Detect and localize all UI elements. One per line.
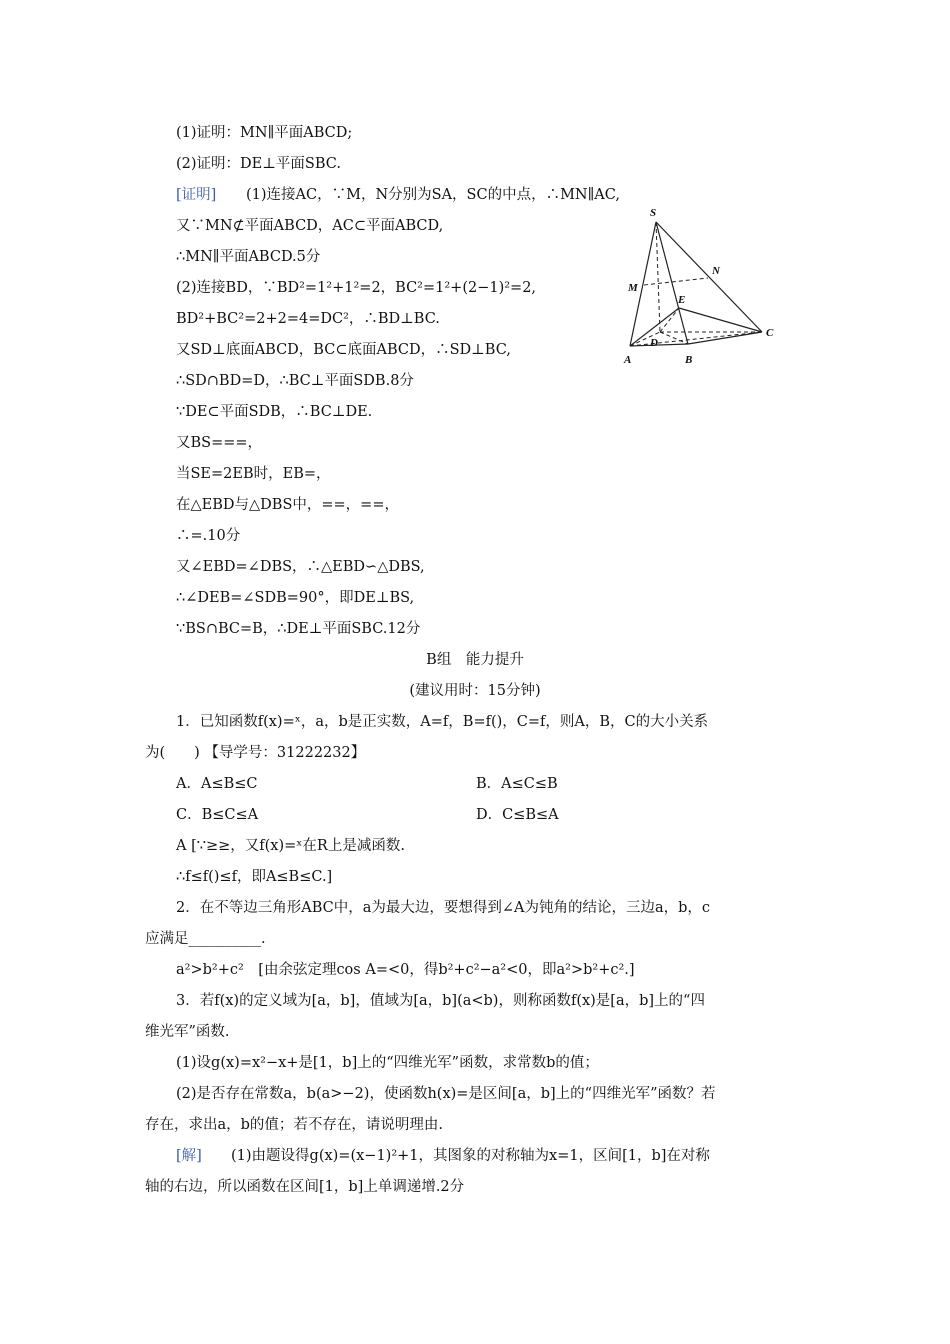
text-line: BD²+BC²=2+2=4=DC²，∴BD⊥BC. bbox=[176, 311, 440, 327]
text-line: ∴f≤f()≤f，即A≤B≤C.] bbox=[176, 869, 333, 885]
text-line: 1．已知函数f(x)=ˣ，a，b是正实数，A=f，B=f()，C=f，则A，B，C的大小关系 bbox=[176, 714, 709, 730]
section-subheading: (建议用时：15分钟) bbox=[409, 683, 541, 699]
text-line: 轴的右边，所以函数在区间[1，b]上单调递增.2分 bbox=[145, 1179, 465, 1195]
text-line: 又∵MN⊄平面ABCD，AC⊂平面ABCD, bbox=[176, 218, 444, 234]
label-N: N bbox=[712, 265, 720, 277]
proof-tag: [证明] bbox=[176, 187, 217, 203]
text-line: 应满足__________. bbox=[145, 931, 266, 947]
text-line: (2)证明：DE⊥平面SBC. bbox=[176, 156, 341, 172]
label-A: A bbox=[624, 354, 632, 366]
label-B: B bbox=[685, 354, 693, 366]
text-line: (2)是否存在常数a，b(a>−2)，使函数h(x)=是区间[a，b]上的“四维光军”函数？若 bbox=[176, 1086, 716, 1102]
text-line: ∴∠DEB=∠SDB=90°，即DE⊥BS, bbox=[176, 590, 415, 606]
text-line: 又SD⊥底面ABCD，BC⊂底面ABCD，∴SD⊥BC, bbox=[176, 342, 511, 358]
text-line: 又∠EBD=∠DBS，∴△EBD∽△DBS, bbox=[176, 559, 425, 575]
label-D: D bbox=[650, 337, 658, 349]
text-line: 3．若f(x)的定义域为[a，b]，值域为[a，b](a<b)，则称函数f(x)是[a，b]上的“四 bbox=[176, 993, 705, 1009]
text-line: 存在，求出a，b的值；若不存在，请说明理由. bbox=[145, 1117, 444, 1133]
text-line: ∵DE⊂平面SDB，∴BC⊥DE. bbox=[176, 404, 373, 420]
edge-SC bbox=[656, 222, 762, 332]
segment-EC bbox=[679, 308, 762, 332]
pyramid-figure bbox=[612, 200, 792, 370]
text-line: 在△EBD与△DBS中，==，==， bbox=[176, 497, 399, 513]
label-M: M bbox=[628, 282, 638, 294]
text-line: (1)证明：MN∥平面ABCD; bbox=[176, 125, 353, 141]
text-line: ∵BS∩BC=B，∴DE⊥平面SBC.12分 bbox=[176, 621, 421, 637]
segment-MN bbox=[644, 278, 708, 285]
text-line: (1)连接AC，∵M，N分别为SA，SC的中点，∴MN∥AC, bbox=[246, 187, 620, 203]
solution-tag: [解] bbox=[176, 1148, 202, 1164]
text-line: ∴MN∥平面ABCD.5分 bbox=[176, 249, 321, 265]
edge-BC bbox=[688, 332, 762, 344]
text-line: (1)设g(x)=x²−x+是[1，b]上的“四维光军”函数，求常数b的值； bbox=[176, 1055, 599, 1071]
text-line: ∴=.10分 bbox=[176, 528, 241, 544]
option-d: D．C≤B≤A bbox=[476, 807, 559, 823]
text-line: 又BS===， bbox=[176, 435, 263, 451]
edge-SD bbox=[656, 222, 660, 332]
text-line: (2)连接BD，∵BD²=1²+1²=2，BC²=1²+(2−1)²=2, bbox=[176, 280, 537, 296]
label-E: E bbox=[678, 294, 686, 306]
text-line: ∴SD∩BD=D，∴BC⊥平面SDB.8分 bbox=[176, 373, 414, 389]
label-C: C bbox=[766, 327, 774, 339]
section-heading: B组 能力提升 bbox=[426, 652, 524, 668]
text-line: A [∵≥≥，又f(x)=ˣ在R上是减函数. bbox=[176, 838, 405, 854]
label-S: S bbox=[650, 207, 657, 219]
segment-BD bbox=[660, 332, 688, 344]
option-a: A．A≤B≤C bbox=[176, 776, 258, 792]
option-c: C．B≤C≤A bbox=[176, 807, 259, 823]
option-b: B．A≤C≤B bbox=[476, 776, 558, 792]
text-line: a²>b²+c² [由余弦定理cos A=<0，得b²+c²−a²<0，即a²>b²+c².] bbox=[176, 962, 635, 978]
text-line: (1)由题设得g(x)=(x−1)²+1，其图象的对称轴为x=1，区间[1，b]在对称 bbox=[231, 1148, 710, 1164]
text-line: 维光军”函数. bbox=[145, 1024, 230, 1040]
text-line: 2．在不等边三角形ABC中，a为最大边，要想得到∠A为钝角的结论，三边a，b，c bbox=[176, 900, 711, 916]
text-line: 为( ) 【导学号：31222232】 bbox=[145, 745, 366, 761]
text-line: 当SE=2EB时，EB=， bbox=[176, 466, 331, 482]
